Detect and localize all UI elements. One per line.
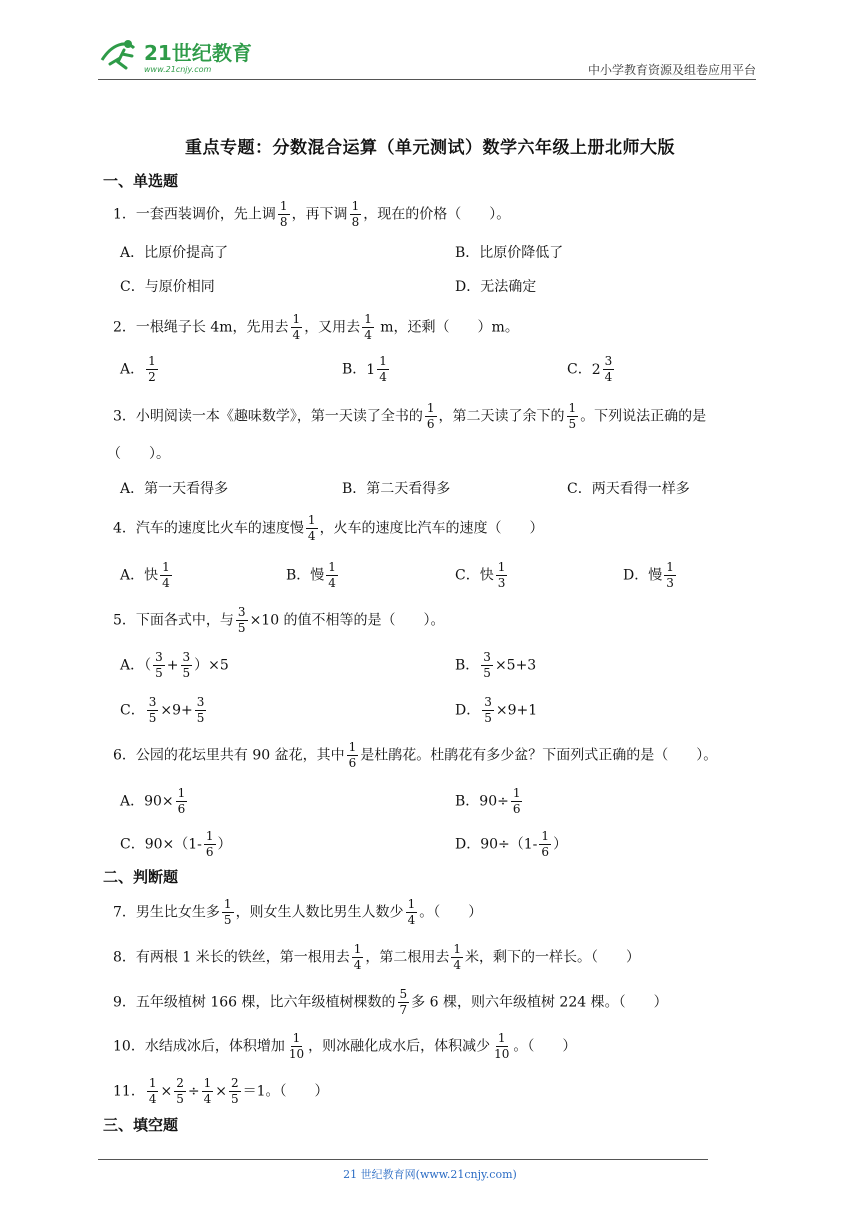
fraction: $\frac{1}{4}$: [364, 312, 372, 342]
footer-link[interactable]: 21 世纪教育网(www.21cnjy.com): [343, 1168, 517, 1181]
option-b[interactable]: B． 1 $\frac{1}{4}$: [342, 354, 387, 384]
fraction: $\frac{1}{4}$: [453, 942, 461, 972]
option-c[interactable]: C．90×（1- $\frac{1}{6}$ ）: [120, 829, 232, 859]
logo-url: www.21cnjy.com: [144, 65, 212, 74]
site-logo: [98, 34, 258, 78]
option-d[interactable]: D．慢 $\frac{1}{3}$: [623, 560, 674, 590]
option-a[interactable]: A．快 $\frac{1}{4}$: [120, 560, 170, 590]
fraction: $\frac{2}{5}$: [176, 1076, 184, 1106]
fraction: $\frac{1}{8}$: [351, 199, 360, 229]
header-platform-text: 中小学教育资源及组卷应用平台: [587, 63, 756, 77]
section-heading-fill-in: 三、填空题: [103, 1116, 179, 1134]
option-b[interactable]: B．90÷ $\frac{1}{6}$: [455, 786, 521, 816]
fraction: $\frac{1}{8}$: [279, 199, 288, 229]
option-d[interactable]: D．90÷（1- $\frac{1}{6}$ ）: [455, 829, 568, 859]
fraction: $\frac{2}{5}$: [230, 1076, 239, 1106]
option-d[interactable]: D． $\frac{3}{5}$ ×9+1: [455, 695, 538, 725]
question-3-blank: （ ）。: [107, 446, 170, 462]
question-7: 7．男生比女生多 $\frac{1}{5}$ ，则女生人数比男生人数少 $\frac{1}{4}$ 。（ ）: [113, 897, 483, 927]
fraction: $\frac{1}{4}$: [203, 1076, 212, 1106]
option-d[interactable]: D．无法确定: [455, 279, 537, 295]
fraction: $\frac{1}{10}$: [288, 1031, 305, 1061]
option-c[interactable]: C．与原价相同: [120, 279, 215, 295]
option-c[interactable]: C．两天看得一样多: [567, 481, 690, 497]
question-5: 5．下面各式中，与 $\frac{3}{5}$ ×10 的值不相等的是（ ）。: [113, 605, 445, 635]
option-c[interactable]: C．快 $\frac{1}{3}$: [455, 560, 506, 590]
section-heading-single-choice: 一、单选题: [103, 172, 179, 190]
fraction: $\frac{1}{4}$: [353, 942, 362, 972]
question-text: 1．一套西装调价，先上调: [113, 206, 276, 223]
option-b[interactable]: B．慢 $\frac{1}{4}$: [286, 560, 336, 590]
question-11: 11． $\frac{1}{4}$ × $\frac{2}{5}$ ÷ $\frac{1}{4}$ × $\frac{2}{5}$ ＝1。（ ）: [113, 1076, 329, 1106]
fraction: $\frac{1}{6}$: [348, 740, 357, 770]
fraction: $\frac{1}{4}$: [148, 1076, 157, 1106]
option-a[interactable]: A．（ $\frac{3}{5}$ + $\frac{3}{5}$ ）×5: [120, 650, 229, 680]
fraction: $\frac{1}{5}$: [568, 401, 577, 431]
question-6: 6．公园的花坛里共有 90 盆花，其中 $\frac{1}{6}$ 是杜鹃花。杜鹃花有多少盆？下面列式正确的是（ ）。: [113, 740, 718, 770]
question-text: ，现在的价格（ ）。: [363, 206, 511, 223]
option-a[interactable]: A．90× $\frac{1}{6}$: [120, 786, 186, 816]
question-9: 9．五年级植树 166 棵，比六年级植树棵数的 $\frac{5}{7}$ 多 6 棵，则六年级植树 224 棵。（ ）: [113, 987, 668, 1017]
fraction: $\frac{1}{5}$: [223, 897, 232, 927]
question-8: 8．有两根 1 米长的铁丝，第一根用去 $\frac{1}{4}$ ，第二根用去 $\frac{1}{4}$ 米，剩下的一样长。（ ）: [113, 942, 640, 972]
fraction: $\frac{1}{10}$: [494, 1031, 510, 1061]
option-b[interactable]: B．比原价降低了: [455, 245, 564, 261]
fraction: $\frac{5}{7}$: [399, 987, 408, 1017]
option-a[interactable]: A．比原价提高了: [120, 245, 229, 261]
option-c[interactable]: C． $\frac{3}{5}$ ×9+ $\frac{3}{5}$: [120, 695, 205, 725]
fraction: $\frac{1}{4}$: [307, 513, 316, 543]
fraction: $\frac{1}{4}$: [292, 312, 301, 342]
question-4: 4．汽车的速度比火车的速度慢 $\frac{1}{4}$ ，火车的速度比汽车的速度（ ）: [113, 513, 544, 543]
option-c[interactable]: C． 2 $\frac{3}{4}$: [567, 354, 613, 384]
question-3: 3．小明阅读一本《趣味数学》，第一天读了全书的 $\frac{1}{6}$ ，第二天读了余下的 $\frac{1}{5}$ 。下列说法正确的是: [113, 401, 707, 431]
question-10: 10．水结成冰后，体积增加 $\frac{1}{10}$ ，则冰融化成水后，体积减少 $\frac{1}{10}$ 。（ ）: [113, 1031, 577, 1061]
option-b[interactable]: B． $\frac{3}{5}$ ×5+3: [455, 650, 537, 680]
option-b[interactable]: B．第二天看得多: [342, 481, 451, 497]
option-a[interactable]: A． $\frac{1}{2}$: [120, 354, 156, 384]
footer-divider: [98, 1159, 708, 1160]
page-title: 重点专题：分数混合运算（单元测试）数学六年级上册北师大版: [185, 138, 675, 158]
option-a[interactable]: A．第一天看得多: [120, 481, 229, 497]
fraction: $\frac{1}{4}$: [407, 897, 416, 927]
header-divider: [98, 79, 756, 80]
fraction: $\frac{1}{6}$: [426, 401, 435, 431]
fraction: $\frac{3}{5}$: [237, 605, 246, 635]
section-heading-true-false: 二、判断题: [103, 868, 179, 886]
question-1: [113, 200, 510, 229]
logo-text: 21世纪教育: [144, 41, 252, 65]
question-2: 2．一根绳子长 4m，先用去 $\frac{1}{4}$ ，又用去 $\frac{1}{4}$ m，还剩（ ）m。: [113, 312, 519, 342]
question-text: ，再下调: [291, 206, 348, 223]
